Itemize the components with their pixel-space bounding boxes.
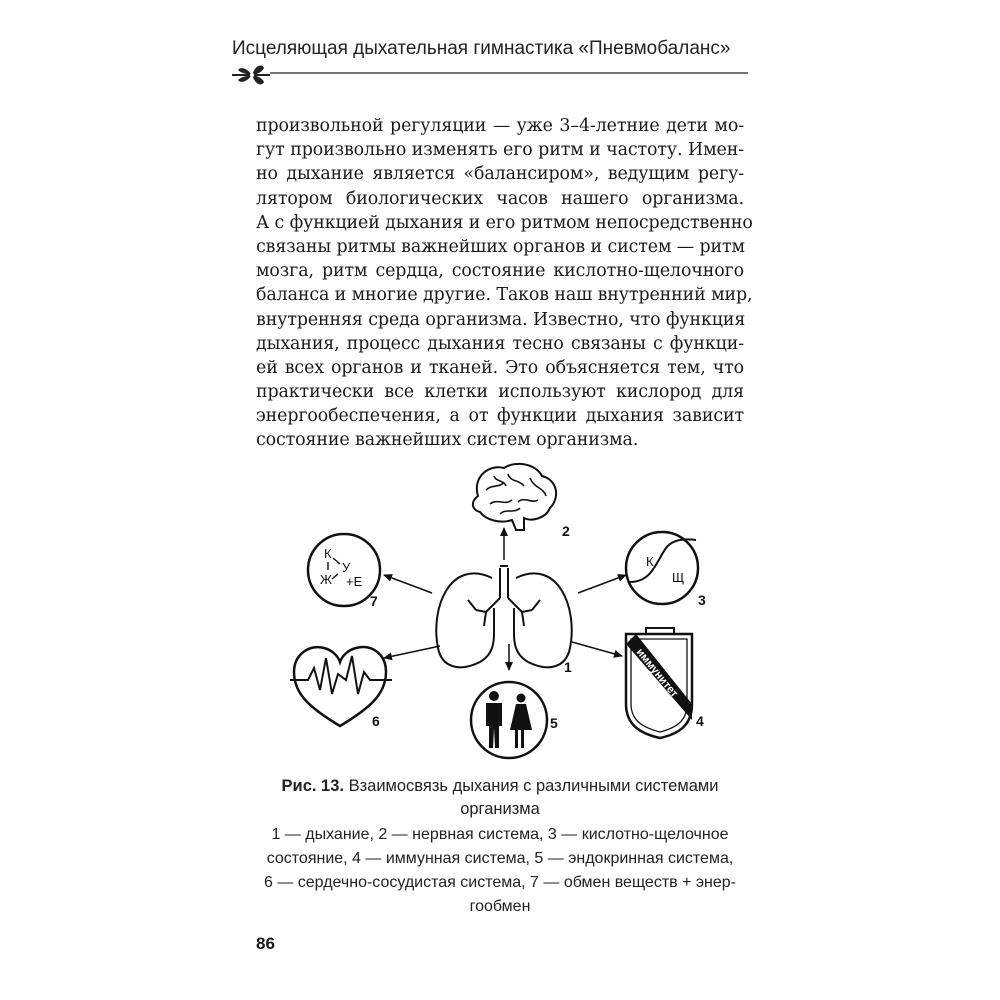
label-1: 1 [564,659,572,675]
body-line: энергообеспечения, а от функции дыхания зависит [256,406,744,427]
label-7: 7 [370,593,378,609]
caption-title-line2: организма [460,800,540,818]
metabolism-letter-k: К [324,546,332,561]
body-line: но дыхание является «балансиром», ведущим регу- [256,164,744,185]
body-line: баланса и многие другие. Таков наш внутренний мир, [256,285,753,306]
immune-shield-icon [626,628,692,738]
label-2: 2 [562,523,570,539]
metabolism-letter-u: У [342,560,351,575]
caption-legend-line: 6 — сердечно-сосудистая система, 7 — обмен веществ + энер- [263,874,737,891]
caption-title-line1: Взаимосвязь дыхания с различными системами [343,777,719,795]
caption-legend-line: гообмен [469,898,531,915]
body-line: состояние важнейших систем организма. [256,430,639,451]
ornament-divider [230,62,750,90]
body-line: дыхания, процесс дыхания тесно связаны с функци- [256,333,744,354]
caption-title [250,775,750,821]
body-line: внутренняя среда организма. Известно, что функция [256,309,746,330]
connection-arrows [384,528,626,670]
label-4: 4 [696,713,704,729]
running-head: Исцеляющая дыхательная гимнастика «Пневмобаланс» [232,38,731,59]
metabolism-letter-plus-e: +Е [346,574,363,589]
acid-base-letter-k: К [646,554,654,569]
figure-13-diagram [280,458,720,778]
body-line: мозга, ритм сердца, состояние кислотно-щелочного [256,261,744,282]
acid-base-letter-shch: Щ [672,570,685,585]
caption-legend [250,823,750,919]
body-line: произвольной регуляции — уже 3–4-летние дети мо- [256,116,744,136]
page-number: 86 [256,934,275,953]
body-line: ей всех органов и тканей. Это объясняется тем, что [256,357,744,378]
caption-legend-line: 1 — дыхание, 2 — нервная система, 3 — кислотно-щелочное [271,826,729,843]
label-3: 3 [698,592,706,608]
lungs-icon [436,566,571,667]
body-text [256,114,753,453]
brain-icon [473,464,556,530]
body-line: связаны ритмы важнейших органов и систем — ритм [256,236,745,257]
caption-legend-line: состояние, 4 — иммунная система, 5 — эндокринная система, [266,850,734,867]
body-line: гут произвольно изменять его ритм и частоту. Имен- [256,140,744,161]
shield-text: иммунитет [633,646,681,700]
body-line: А с функцией дыхания и его ритмом непосредственно [256,212,753,233]
metabolism-letter-zh: Ж [320,572,333,587]
figure-caption [250,775,750,919]
caption-label: Рис. 13. [281,777,344,795]
body-line: лятором биологических часов нашего организма. [256,188,744,209]
body-line: практически все клетки используют кислород для [256,382,744,403]
endocrine-icon [471,682,547,758]
label-6: 6 [372,713,380,729]
label-5: 5 [550,715,558,731]
acid-base-icon [626,532,698,604]
